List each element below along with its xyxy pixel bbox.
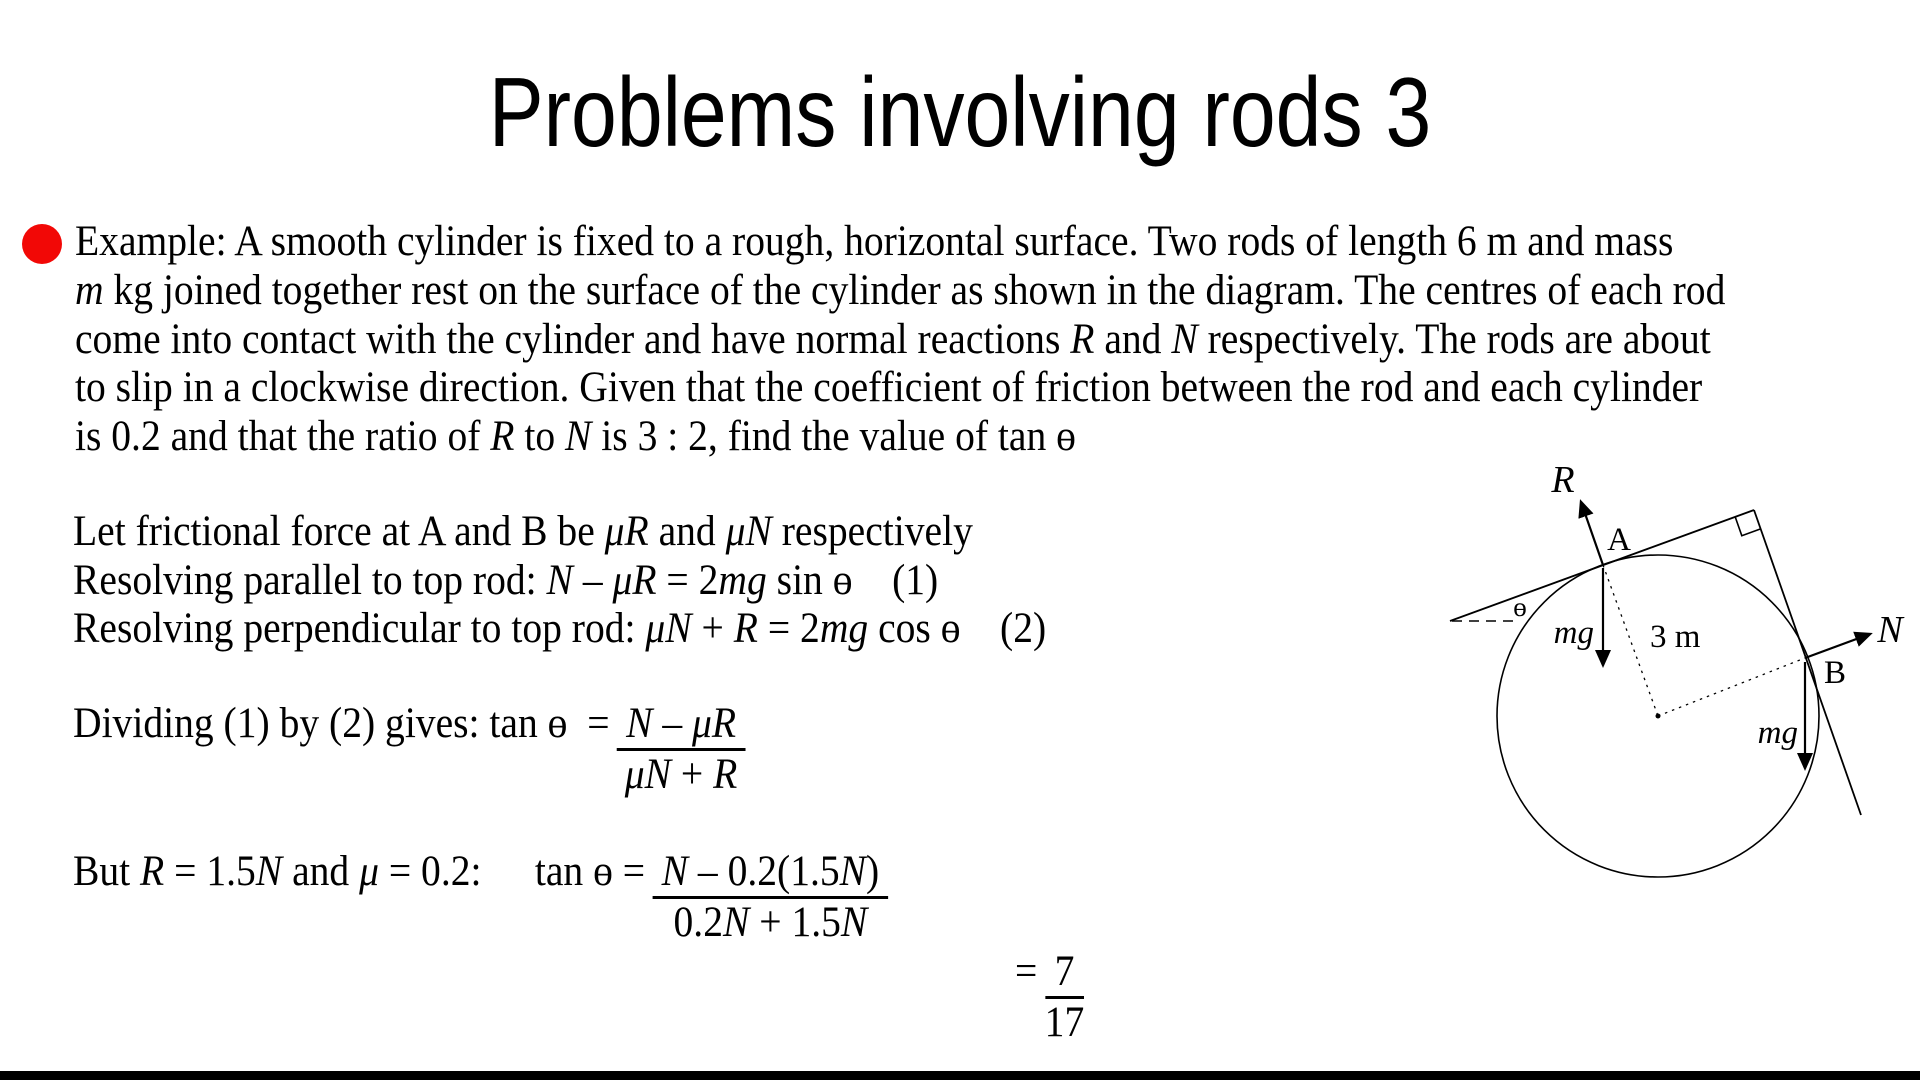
working-block: [73, 508, 1046, 654]
radius-b-dotted-line: [1658, 658, 1805, 716]
weight-b-label: mg: [1757, 715, 1798, 751]
problem-line: to slip in a clockwise direction. Given that the coefficient of friction between the rod and each cylinder: [75, 364, 1703, 412]
fraction-substituted: [652, 848, 888, 947]
fraction-n-mu: [617, 700, 745, 799]
result-equation: [1015, 948, 1084, 1047]
working-line: Let frictional force at A and B be μR and μN respectively: [73, 508, 973, 555]
reaction-n-label: N: [1877, 609, 1903, 651]
angle-theta-label: ɵ: [1513, 592, 1527, 622]
problem-line: m kg joined together rest on the surface of the cylinder as shown in the diagram. The centres of each rod: [75, 266, 1726, 314]
radius-length-label: 3 m: [1650, 619, 1701, 655]
fraction-denominator: 0.2N + 1.5N: [673, 899, 868, 946]
weight-a-label: mg: [1553, 615, 1594, 651]
dividing-lead-text: Dividing (1) by (2) gives: tan ɵ =: [73, 700, 610, 747]
fraction-numerator: N – μR: [617, 700, 745, 751]
substitution-equation: [73, 848, 888, 947]
point-a-label: A: [1607, 522, 1631, 558]
cylinder-rods-diagram: [1440, 440, 1920, 920]
fraction-denominator: 17: [1044, 999, 1085, 1046]
equals-sign: =: [1015, 948, 1038, 995]
tan-theta-text: tan ɵ =: [534, 848, 646, 895]
working-line: Resolving parallel to top rod: N – μR = 2mg sin ɵ (1): [73, 556, 939, 604]
fraction-denominator: μN + R: [624, 751, 738, 798]
problem-line: is 0.2 and that the ratio of R to N is 3 : 2, find the value of tan ɵ: [75, 413, 1076, 461]
fraction-result: [1045, 948, 1085, 1047]
working-line: Resolving perpendicular to top rod: μN + R = 2mg cos ɵ (2): [73, 605, 1047, 652]
problem-line: Example: A smooth cylinder is fixed to a rough, horizontal surface. Two rods of length 6 m and mass: [75, 218, 1674, 265]
fraction-numerator: N – 0.2(1.5N): [652, 848, 888, 899]
reaction-r-label: R: [1551, 459, 1575, 501]
point-b-label: B: [1823, 655, 1847, 691]
slide-bottom-edge: [0, 1071, 1920, 1080]
dividing-equation: [73, 700, 745, 799]
page-title: Problems involving rods 3: [488, 57, 1432, 167]
substitution-lead-text: But R = 1.5N and μ = 0.2:: [73, 848, 482, 895]
reaction-r-arrow: [1581, 502, 1603, 565]
problem-line: come into contact with the cylinder and have normal reactions R and N respectively. The rods are about: [75, 315, 1711, 363]
problem-statement: [75, 218, 1725, 462]
fraction-numerator: 7: [1045, 948, 1083, 999]
bullet-marker: [22, 224, 62, 264]
